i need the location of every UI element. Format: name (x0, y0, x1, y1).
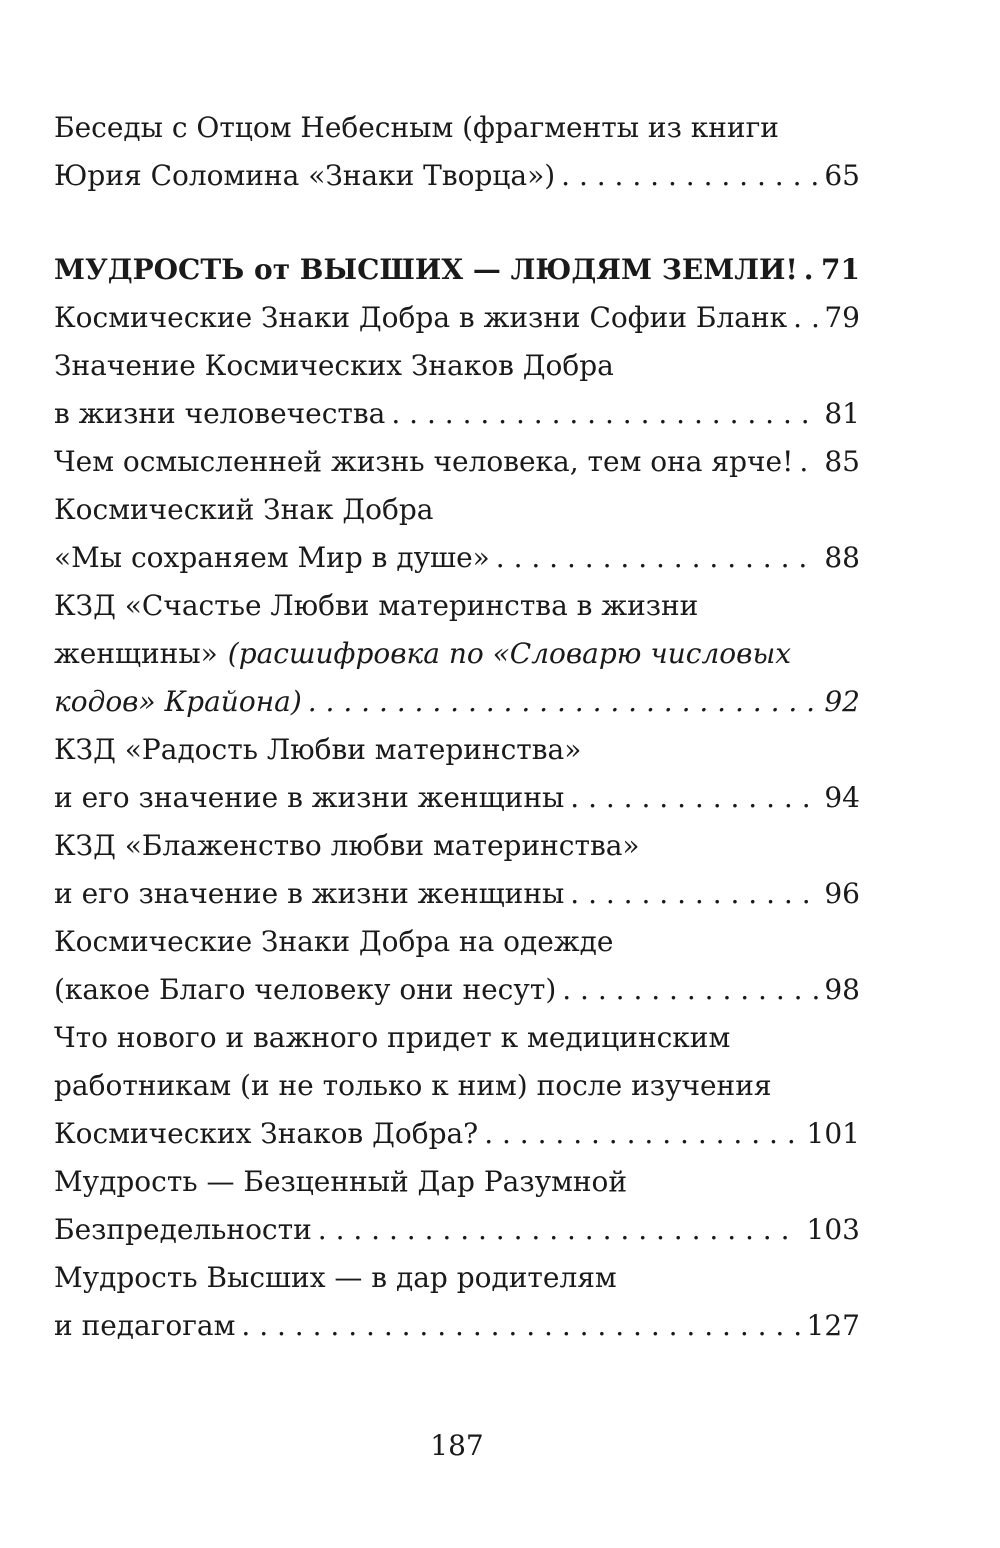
toc-entry-line (54, 582, 860, 630)
toc-entry-title: Космических Знаков Добра? (54, 1117, 479, 1150)
toc-entry-line (54, 678, 860, 726)
toc-entry-page: 127 (806, 1309, 860, 1342)
toc-entry-line (54, 1206, 860, 1254)
dot-leader (308, 678, 819, 726)
toc-entry-title: Значение Космических Знаков Добра (54, 349, 614, 382)
toc-entry-title: «Мы сохраняем Мир в душе» (54, 541, 490, 574)
toc-entry-line (54, 390, 860, 438)
toc-entry-line (54, 726, 860, 774)
toc-entry-line (54, 630, 860, 678)
toc-entry-page: 98 (824, 973, 860, 1006)
toc-entry-line (54, 1062, 860, 1110)
toc-entry-title: КЗД «Счастье Любви материнства в жизни (54, 589, 699, 622)
dot-leader (562, 966, 818, 1014)
toc-entry-page: 94 (824, 781, 860, 814)
toc-entry-title: Мудрость — Безценный Дар Разумной (54, 1165, 628, 1198)
toc-entry-title: КЗД «Блаженство любви материнства» (54, 829, 640, 862)
toc-entry-line (54, 152, 860, 200)
toc-entry-title: Космический Знак Добра (54, 493, 434, 526)
toc-entry-line (54, 870, 860, 918)
toc-entry-line (54, 1014, 860, 1062)
toc-entry-title: КЗД «Радость Любви материнства» (54, 733, 582, 766)
toc-entry-page: 88 (824, 541, 860, 574)
dot-leader (561, 152, 818, 200)
toc-entry-title: Беседы с Отцом Небесным (фрагменты из книги (54, 111, 779, 144)
dot-leader (318, 1206, 801, 1254)
toc-entry-line (54, 1302, 860, 1350)
toc-entry-line (54, 918, 860, 966)
toc-entry-line (54, 774, 860, 822)
toc-entry-page: 96 (824, 877, 860, 910)
toc-entry-title: Космические Знаки Добра в жизни Софии Бланк (54, 301, 788, 334)
toc-entry-line (54, 1110, 860, 1158)
toc-entry-line (54, 1254, 860, 1302)
toc-entry-line (54, 342, 860, 390)
toc-entry-page: 65 (824, 159, 860, 192)
toc-entry-page: 85 (824, 445, 860, 478)
toc-entry-page: 71 (821, 253, 860, 286)
toc-entry-title: Юрия Соломина «Знаки Творца») (54, 159, 556, 192)
toc-entry-title: и педагогам (54, 1309, 236, 1342)
toc-entry-title: работникам (и не только к ним) после изучения (54, 1069, 772, 1102)
toc-entry-title: Космические Знаки Добра на одежде (54, 925, 614, 958)
toc-entry-title: Что нового и важного придет к медицинским (54, 1021, 731, 1054)
toc-entry-line (54, 438, 860, 486)
toc-section-heading (54, 246, 860, 294)
dot-leader (804, 246, 815, 294)
toc-entry-page: 81 (824, 397, 860, 430)
toc-entry-page: 92 (824, 685, 860, 718)
toc-entry-subtitle: кодов» Крайона) (54, 685, 302, 718)
toc-entry-line (54, 294, 860, 342)
toc-page (54, 0, 860, 1548)
toc-entry-line (54, 1158, 860, 1206)
toc-entry-subtitle: (расшифровка по «Словарю числовых (227, 637, 792, 670)
toc-entry-page: 79 (824, 301, 860, 334)
dot-leader (570, 774, 818, 822)
dot-leader (391, 390, 818, 438)
toc-entry-line (54, 966, 860, 1014)
toc-entry-page: 101 (806, 1117, 860, 1150)
dot-leader (496, 534, 819, 582)
toc-entry-page: 103 (806, 1213, 860, 1246)
toc-entry-line (54, 104, 860, 152)
toc-entry-title: женщины» (54, 637, 218, 670)
dot-leader (799, 438, 818, 486)
toc-entry-line (54, 486, 860, 534)
dot-leader (793, 294, 818, 342)
toc-entry-title: в жизни человечества (54, 397, 386, 430)
page-number: 187 (430, 1429, 484, 1462)
toc-entry-title: и его значение в жизни женщины (54, 781, 565, 814)
toc-entry-title: (какое Благо человеку они несут) (54, 973, 557, 1006)
toc-entry-line (54, 534, 860, 582)
toc-entry-title: МУДРОСТЬ от ВЫСШИХ — ЛЮДЯМ ЗЕМЛИ! (54, 253, 798, 286)
dot-leader (484, 1110, 800, 1158)
toc-entry-title: Чем осмысленней жизнь человека, тем она ярче! (54, 445, 794, 478)
toc-entry-title: Безпредельности (54, 1213, 312, 1246)
dot-leader (241, 1302, 800, 1350)
toc-entry-line (54, 822, 860, 870)
dot-leader (570, 870, 818, 918)
toc-entry-title: Мудрость Высших — в дар родителям (54, 1261, 617, 1294)
toc-entry-title: и его значение в жизни женщины (54, 877, 565, 910)
